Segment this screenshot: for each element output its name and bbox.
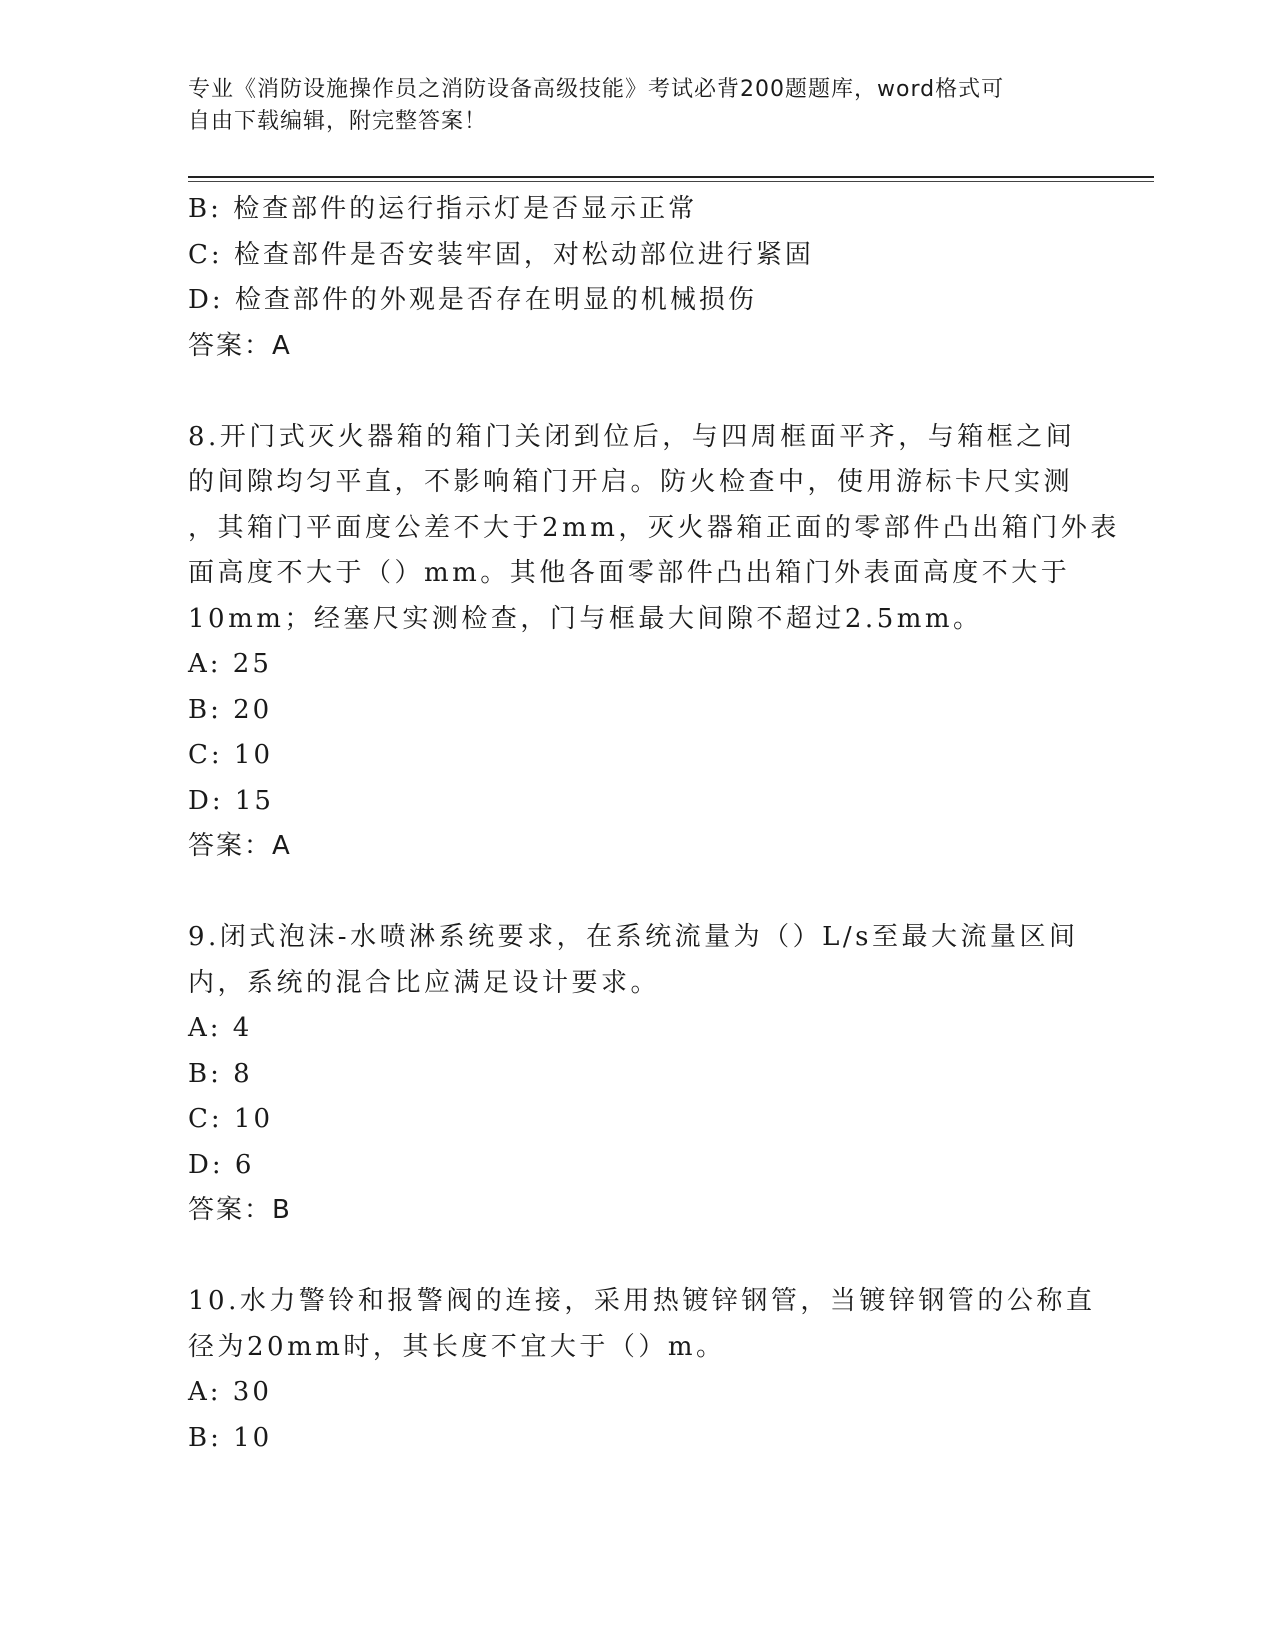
question-text-line: 径为20mm时，其长度不宜大于（）m。 — [188, 1331, 726, 1362]
answer-label: 答案：B — [188, 1195, 292, 1225]
question-text-line: 8.开门式灭火器箱的箱门关闭到位后，与四周框面平齐，与箱框之间 — [188, 421, 1076, 452]
spacer — [188, 870, 1088, 916]
answer-label: 答案：A — [188, 831, 292, 861]
spacer — [188, 369, 1088, 415]
question-10-block — [188, 1279, 1096, 1461]
header-line-1: 专业《消防设施操作员之消防设备高级技能》考试必背200题题库，word格式可 — [188, 77, 1005, 102]
question-9-text — [188, 915, 1088, 1006]
question-text-line: 内，系统的混合比应满足设计要求。 — [188, 967, 661, 998]
option-c: C: 10 — [188, 1104, 274, 1134]
header-divider-thick — [188, 176, 1154, 178]
option-b: B: 20 — [188, 694, 273, 725]
option-d: D: 检查部件的外观是否存在明显的机械损伤 — [188, 285, 757, 315]
question-9-block — [188, 915, 1088, 1234]
option-c: C: 10 — [188, 740, 274, 770]
spacer — [188, 1234, 1088, 1280]
question-text-line: 9.闭式泡沫-水喷淋系统要求，在系统流量为（）L/s至最大流量区间 — [188, 922, 1079, 952]
question-text-line: ，其箱门平面度公差不大于2mm，灭火器箱正面的零部件凸出箱门外表 — [188, 512, 1120, 543]
question-10-text — [188, 1279, 1096, 1370]
option-b: B: 8 — [188, 1058, 253, 1089]
question-8-text — [188, 415, 1120, 643]
question-text-line: 的间隙均匀平直，不影响箱门开启。防火检查中，使用游标卡尺实测 — [188, 467, 1074, 497]
question-text-line: 10.水力警铃和报警阀的连接，采用热镀锌钢管，当镀锌钢管的公称直 — [188, 1286, 1096, 1316]
question-content — [188, 187, 1120, 1461]
option-d: D: 6 — [188, 1149, 255, 1180]
prev-question-block — [188, 187, 1088, 369]
option-c: C: 检查部件是否安装牢固，对松动部位进行紧固 — [188, 239, 814, 270]
question-8-block — [188, 415, 1120, 870]
option-a: A: 30 — [188, 1377, 272, 1407]
answer-label: 答案：A — [188, 330, 292, 361]
header-line-2: 自由下载编辑，附完整答案！ — [188, 109, 488, 134]
option-a: A: 25 — [188, 649, 272, 679]
header-divider-thin — [188, 181, 1154, 182]
document-header — [188, 74, 1068, 138]
option-a: A: 4 — [188, 1013, 253, 1043]
question-text-line: 10mm；经塞尺实测检查，门与框最大间隙不超过2.5mm。 — [188, 603, 983, 634]
option-d: D: 15 — [188, 785, 274, 816]
option-b: B: 检查部件的运行指示灯是否显示正常 — [188, 194, 698, 224]
question-text-line: 面高度不大于（）mm。其他各面零部件凸出箱门外表面高度不大于 — [188, 558, 1071, 588]
option-b: B: 10 — [188, 1422, 273, 1453]
